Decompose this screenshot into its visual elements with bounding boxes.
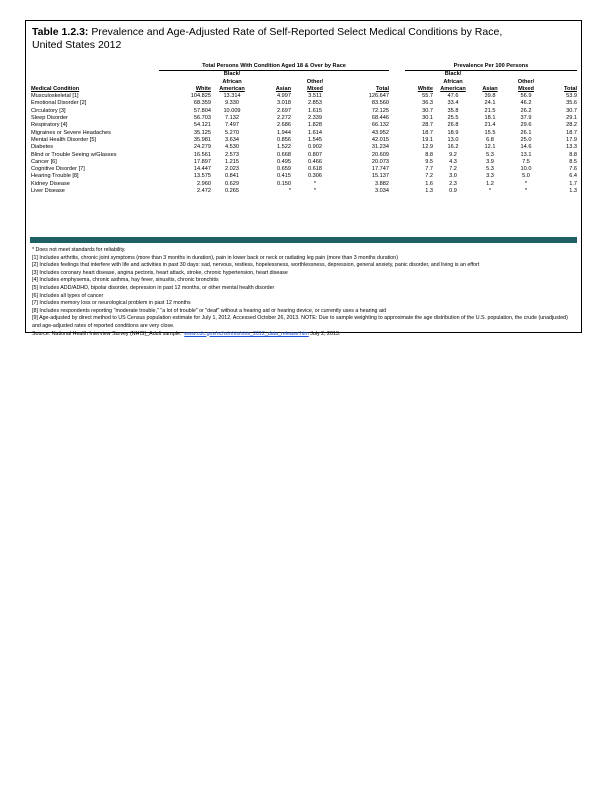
footnotes [32, 247, 577, 338]
condition-name: Emotional Disorder [2] [31, 100, 87, 107]
rate-total: 8.5 [569, 158, 577, 165]
count-other: * [313, 180, 317, 187]
count-white: 68.359 [193, 100, 211, 107]
header-rate-other-2: Mixed [518, 85, 534, 92]
rate-other: 10.0 [520, 166, 532, 173]
count-asian: 2.272 [277, 115, 291, 122]
count-other: 2.339 [308, 115, 322, 122]
count-asian: 1.944 [277, 129, 291, 136]
conditions-table [31, 63, 577, 195]
count-black: 0.265 [225, 188, 239, 195]
count-black: 2.573 [225, 151, 239, 158]
header-rate-black-3: American [440, 85, 466, 92]
count-black: 9.330 [225, 100, 239, 107]
table-row [31, 173, 577, 180]
rate-black: 26.8 [447, 122, 459, 129]
table-row [31, 159, 577, 166]
count-asian: 0.150 [277, 180, 291, 187]
header-black-3: American [219, 85, 245, 92]
rate-total: 8.8 [569, 151, 577, 158]
source-link[interactable]: www.cdc.gov/nchs/nhis/nhis_2012_data_release.htm [184, 330, 309, 337]
count-asian: 3.018 [277, 100, 291, 107]
rate-total: 18.7 [566, 129, 577, 136]
count-total: 3.882 [375, 180, 389, 187]
rate-other: 46.2 [520, 100, 532, 107]
footnote: [1] Includes arthritis, chronic joint symptoms (more than 3 months in duration), pain in lower back or neck or radiating leg pain (more than 3 months duration) [32, 254, 398, 261]
rate-asian: 1.2 [486, 180, 494, 187]
count-other: 0.902 [308, 144, 322, 151]
table-row [31, 137, 577, 144]
rate-white: 18.7 [422, 129, 433, 136]
table-row [31, 108, 577, 115]
count-black: 7.132 [225, 115, 239, 122]
table-title-line2: United States 2012 [32, 39, 122, 51]
rate-white: 36.3 [422, 100, 433, 107]
count-asian: 1.522 [277, 144, 291, 151]
footnote: [3] Includes coronary heart disease, angina pectoris, heart attack, stroke, chronic hypertension, heart disease [32, 269, 288, 276]
rate-black: 33.4 [447, 100, 459, 107]
count-white: 54.121 [193, 122, 211, 129]
count-other: 2.853 [308, 100, 322, 107]
condition-name: Migraines or Severe Headaches [31, 129, 111, 136]
condition-name: Circulatory [3] [31, 107, 66, 114]
count-white: 104.825 [190, 93, 211, 100]
count-other: 0.306 [308, 173, 322, 180]
count-black: 7.497 [225, 122, 239, 129]
table-row [31, 188, 577, 195]
rate-other: 13.1 [520, 151, 532, 158]
rate-black: 35.8 [447, 107, 459, 114]
footnote: [4] Includes emphysema, chronic asthma, hay fever, sinusitis, chronic bronchitis [32, 277, 219, 284]
count-black: 3.634 [225, 136, 239, 143]
rate-black: 2.3 [449, 180, 457, 187]
condition-name: Sleep Disorder [31, 115, 68, 122]
count-total: 20.609 [371, 151, 389, 158]
rate-asian: 12.1 [484, 144, 496, 151]
count-other: 0.618 [308, 166, 322, 173]
header-rate-black-1: Black/ [444, 71, 462, 78]
count-white: 56.703 [193, 115, 211, 122]
condition-name: Liver Disease [31, 188, 65, 195]
rate-other: 14.6 [520, 144, 532, 151]
footnote: [8] Includes respondents reporting "moderate trouble," "a lot of trouble" or "deaf" without a hearing aid or hearing device, or currently uses a hearing aid [32, 307, 387, 314]
count-total: 126.647 [368, 93, 389, 100]
rate-other: 26.1 [520, 129, 532, 136]
count-total: 15.137 [371, 173, 389, 180]
rate-total: 1.7 [569, 180, 577, 187]
rate-black: 18.9 [447, 129, 459, 136]
table-frame [25, 20, 582, 337]
condition-name: Respiratory [4] [31, 122, 68, 129]
count-asian: 2.697 [277, 107, 291, 114]
count-black: 5.270 [225, 129, 239, 136]
header-rate-asian: Asian [482, 85, 498, 92]
rate-white: 8.8 [425, 151, 433, 158]
rate-total: 53.9 [566, 93, 577, 100]
count-asian: 0.495 [277, 158, 291, 165]
rate-other: 29.6 [520, 122, 532, 129]
count-white: 16.561 [193, 151, 211, 158]
divider-band [30, 237, 577, 243]
count-white: 13.575 [193, 173, 211, 180]
count-black: 10.009 [223, 107, 241, 114]
condition-name: Musculoskeletal [1] [31, 93, 79, 100]
source-suffix: July 2, 2013. [308, 330, 341, 337]
count-total: 3.034 [375, 188, 389, 195]
condition-name: Mental Health Disorder [5] [31, 136, 96, 143]
rate-other: 37.9 [520, 115, 532, 122]
rate-other: 26.2 [520, 107, 532, 114]
rate-asian: 15.5 [484, 129, 496, 136]
count-total: 66.132 [371, 122, 389, 129]
rate-white: 30.1 [422, 115, 433, 122]
table-row [31, 122, 577, 129]
rate-white: 19.1 [422, 136, 433, 143]
count-other: 1.545 [308, 136, 322, 143]
rate-asian: 6.8 [486, 136, 494, 143]
rate-white: 55.7 [422, 93, 433, 100]
footnote: * Does not meet standards for reliability. [32, 247, 126, 253]
footnote: [9] Age-adjusted by direct method to US Census population estimate for July 1, 2012. Accessed October 26, 2013. NOTE: Due to sample weighting to approximate the age distribution of the U.S. population, the crude (unadjusted) and age-adjusted rates of reported conditions are very close. [32, 315, 568, 329]
table-row [31, 115, 577, 122]
rate-other: 25.0 [520, 136, 532, 143]
rate-total: 1.3 [569, 188, 577, 195]
rate-other: 7.5 [522, 158, 530, 165]
header-condition: Medical Condition [31, 85, 80, 92]
rate-other: 5.0 [522, 173, 530, 180]
rate-asian: 5.3 [486, 151, 494, 158]
count-asian: 0.668 [277, 151, 291, 158]
rate-total: 35.6 [566, 100, 577, 107]
table-row [31, 93, 577, 100]
count-total: 43.952 [371, 129, 389, 136]
rate-asian: 24.1 [484, 100, 496, 107]
rate-other: 56.9 [520, 93, 532, 100]
rate-white: 1.6 [425, 180, 433, 187]
header-rate-black-2: African [443, 78, 463, 85]
rate-total: 17.9 [566, 136, 577, 143]
count-other: 1.828 [308, 122, 322, 129]
count-white: 17.897 [193, 158, 211, 165]
group-header-rates: Prevalence Per 100 Persons [405, 63, 577, 71]
table-number: Table 1.2.3: [32, 26, 89, 38]
rate-other: * [524, 180, 528, 187]
count-white: 35.125 [193, 129, 211, 136]
footnote: [6] Includes all types of cancer [32, 292, 104, 299]
rate-white: 12.9 [422, 144, 433, 151]
footnote: [5] Includes ADD/ADHD, bipolar disorder, depression in past 12 months, or other mental health disorder [32, 284, 275, 291]
count-other: 1.615 [308, 107, 322, 114]
rate-asian: 3.9 [486, 158, 494, 165]
count-other: 1.614 [308, 129, 322, 136]
condition-name: Cancer [6] [31, 158, 57, 165]
source-prefix: Source: National Health Interview Survey (NHIS)_Adult sample. [32, 330, 182, 337]
header-asian: Asian [275, 85, 291, 92]
count-black: 0.629 [225, 180, 239, 187]
rate-black: 25.5 [447, 115, 459, 122]
table-row [31, 100, 577, 107]
header-rate-white: White [417, 85, 433, 92]
rate-black: 4.3 [449, 158, 457, 165]
rate-black: 0.9 [449, 188, 457, 195]
rate-black: 47.6 [447, 93, 459, 100]
condition-name: Kidney Disease [31, 180, 70, 187]
count-total: 83.560 [371, 100, 389, 107]
rate-black: 16.2 [447, 144, 459, 151]
table-row [31, 181, 577, 188]
count-other: 0.807 [308, 151, 322, 158]
source-line [32, 331, 577, 339]
rate-asian: 39.8 [484, 93, 496, 100]
count-total: 42.015 [371, 136, 389, 143]
header-other-2: Mixed [307, 85, 323, 92]
count-black: 0.841 [225, 173, 239, 180]
header-rate-other-1: Other/ [517, 78, 535, 85]
group-header-counts: Total Persons With Condition Aged 18 & Over by Race [159, 63, 389, 71]
count-black: 2.023 [225, 166, 239, 173]
rate-total: 7.6 [569, 166, 577, 173]
table-row [31, 166, 577, 173]
count-total: 20.073 [371, 158, 389, 165]
rate-asian: 18.1 [484, 115, 496, 122]
count-total: 17.747 [371, 166, 389, 173]
count-asian: 0.856 [277, 136, 291, 143]
count-asian: * [288, 188, 291, 195]
count-white: 14.447 [193, 166, 211, 173]
count-black: 13.314 [223, 93, 241, 100]
rate-black: 7.2 [449, 166, 457, 173]
count-other: * [313, 188, 317, 195]
rate-asian: 5.3 [486, 166, 494, 173]
rate-asian: 21.5 [484, 107, 496, 114]
count-asian: 0.415 [277, 173, 291, 180]
header-white: White [195, 85, 211, 92]
rate-total: 6.4 [569, 173, 577, 180]
rate-white: 1.3 [425, 188, 433, 195]
table-title [32, 26, 577, 52]
condition-name: Cognitive Disorder [7] [31, 166, 85, 173]
rate-asian: * [488, 188, 492, 195]
rate-total: 29.1 [566, 115, 577, 122]
count-total: 68.446 [371, 115, 389, 122]
rate-white: 7.2 [425, 173, 433, 180]
table-row [31, 152, 577, 159]
rate-black: 9.2 [449, 151, 457, 158]
table-row [31, 130, 577, 137]
rate-asian: 21.4 [484, 122, 496, 129]
header-total: Total [376, 85, 389, 92]
rate-black: 13.0 [447, 136, 459, 143]
count-white: 24.279 [193, 144, 211, 151]
header-black-1: Black/ [223, 71, 241, 78]
footnote: [7] Includes memory loss or neurological problem in past 12 months [32, 300, 191, 307]
count-asian: 4.997 [277, 93, 291, 100]
count-other: 3.511 [308, 93, 322, 100]
rate-total: 13.3 [566, 144, 577, 151]
count-white: 57.804 [193, 107, 211, 114]
count-black: 4.530 [225, 144, 239, 151]
count-white: 2.472 [197, 188, 211, 195]
rate-black: 3.0 [449, 173, 457, 180]
rate-total: 28.2 [566, 122, 577, 129]
count-asian: 2.686 [277, 122, 291, 129]
count-other: 0.466 [308, 158, 322, 165]
rate-white: 9.5 [425, 158, 433, 165]
rate-white: 7.7 [425, 166, 433, 173]
count-total: 72.125 [371, 107, 389, 114]
footnote: [2] Includes feelings that interfere with life and activities in past 30 days: sad, nervous, restless, hopelessness, worthlessness, depression, general anxiety, panic disorder, and living is an effort [32, 262, 480, 269]
rate-total: 30.7 [566, 107, 577, 114]
header-rate-total: Total [564, 85, 577, 92]
count-white: 35.981 [193, 136, 211, 143]
count-total: 31.234 [371, 144, 389, 151]
count-black: 1.215 [225, 158, 239, 165]
header-other-1: Other/ [306, 78, 324, 85]
rate-asian: 3.3 [486, 173, 494, 180]
rate-white: 30.7 [422, 107, 433, 114]
count-asian: 0.659 [277, 166, 291, 173]
rate-white: 28.7 [422, 122, 433, 129]
table-row [31, 144, 577, 151]
rate-other: * [524, 188, 528, 195]
condition-name: Blind or Trouble Seeing w/Glasses [31, 151, 117, 158]
count-white: 2.960 [197, 180, 211, 187]
condition-name: Hearing Trouble [8] [31, 173, 79, 180]
header-black-2: African [222, 78, 242, 85]
condition-name: Diabetes [31, 144, 54, 151]
table-title-text: Prevalence and Age-Adjusted Rate of Self-Reported Select Medical Conditions by Race, [88, 26, 503, 38]
